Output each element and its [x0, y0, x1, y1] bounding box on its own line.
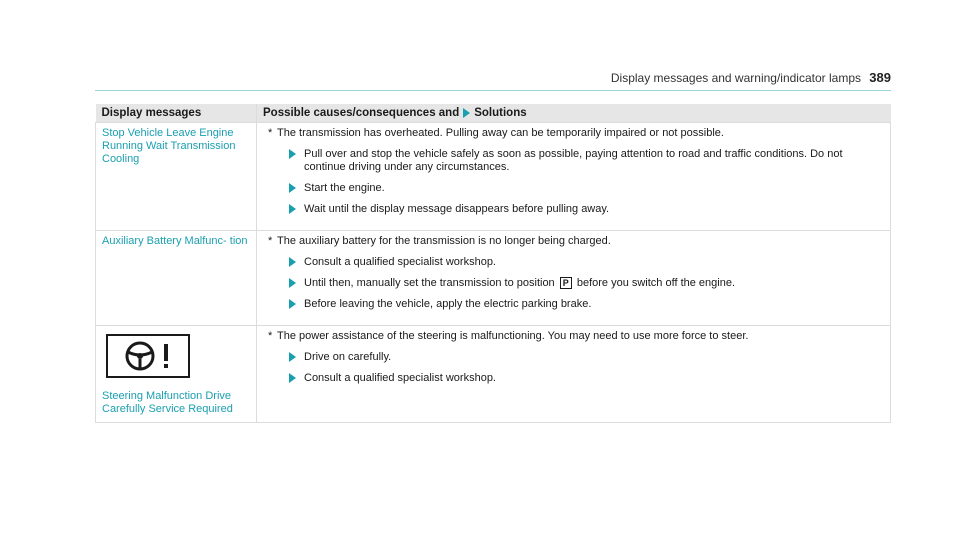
step-text: Pull over and stop the vehicle safely as soon as possible, paying attention to road and traffic conditions. Do not continue driving under any circumstances.	[304, 148, 843, 173]
table-header-row	[96, 104, 891, 123]
message-cell	[96, 123, 257, 231]
page-header	[95, 70, 891, 91]
step-text: Before leaving the vehicle, apply the electric parking brake.	[304, 298, 592, 310]
step-text: Wait until the display message disappears before pulling away.	[304, 203, 610, 215]
table-row	[96, 326, 891, 423]
column-header-causes	[257, 104, 891, 123]
page-number: 389	[869, 70, 891, 85]
arrow-right-icon	[289, 183, 296, 193]
solution-step	[289, 256, 884, 269]
solution-cell	[257, 123, 891, 231]
solution-step	[289, 372, 884, 385]
display-messages-table	[95, 104, 891, 423]
step-text-part: Until then, manually set the transmission to position	[304, 277, 555, 289]
step-text: Start the engine.	[304, 182, 385, 194]
solution-step	[289, 351, 884, 364]
solution-step	[289, 203, 884, 216]
message-cell	[96, 231, 257, 326]
solution-step	[289, 298, 884, 311]
section-title: Display messages and warning/indicator lamps	[610, 71, 861, 85]
table-row	[96, 123, 891, 231]
causes-label: Possible causes/consequences and	[263, 107, 460, 119]
solution-step	[289, 148, 884, 174]
arrow-right-icon	[289, 278, 296, 288]
message-link[interactable]: Steering Malfunction Drive Carefully Service Required	[102, 390, 233, 415]
cause-text: * The transmission has overheated. Pulling away can be temporarily impaired or not possible.	[277, 127, 884, 140]
arrow-right-icon	[289, 149, 296, 159]
message-link[interactable]: Stop Vehicle Leave Engine Running Wait Transmission Cooling	[102, 127, 236, 165]
arrow-right-icon	[463, 108, 470, 118]
table-row	[96, 231, 891, 326]
step-text	[304, 277, 884, 290]
solution-cell	[257, 326, 891, 423]
step-text: Consult a qualified specialist workshop.	[304, 256, 496, 268]
message-cell	[96, 326, 257, 423]
step-text-part: before you switch off the engine.	[576, 277, 736, 289]
solutions-label: Solutions	[474, 107, 527, 119]
steering-warning-icon	[106, 334, 190, 378]
arrow-right-icon	[289, 299, 296, 309]
cause-text: * The power assistance of the steering is malfunctioning. You may need to use more force to steer.	[277, 330, 884, 343]
cause-text: * The auxiliary battery for the transmission is no longer being charged.	[277, 235, 884, 248]
arrow-right-icon	[289, 373, 296, 383]
arrow-right-icon	[289, 257, 296, 267]
step-text: Consult a qualified specialist workshop.	[304, 372, 496, 384]
solution-step	[289, 182, 884, 195]
solution-cell	[257, 231, 891, 326]
arrow-right-icon	[289, 204, 296, 214]
arrow-right-icon	[289, 352, 296, 362]
solution-step	[289, 277, 884, 290]
step-text: Drive on carefully.	[304, 351, 392, 363]
park-position-symbol: P	[560, 277, 572, 289]
column-header-messages: Display messages	[96, 104, 257, 123]
message-link[interactable]: Auxiliary Battery Malfunc- tion	[102, 235, 248, 247]
